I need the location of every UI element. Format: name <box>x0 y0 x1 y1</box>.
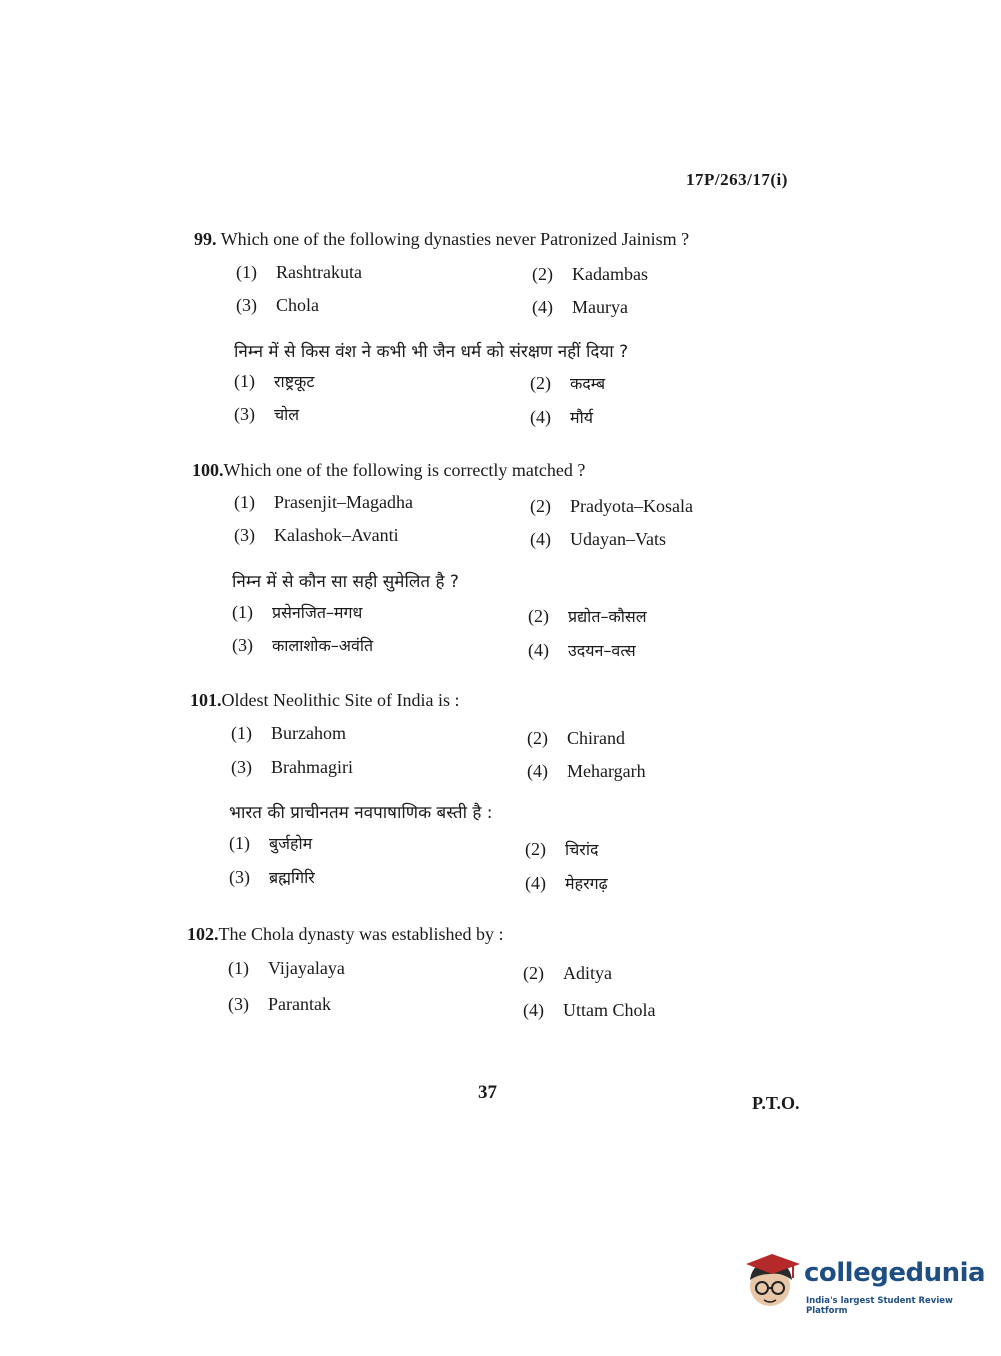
page-number: 37 <box>478 1082 497 1103</box>
option-1-hindi: (1) राष्ट्रकूट <box>234 371 315 391</box>
option-2: (2) Chirand <box>527 728 625 748</box>
option-4: (4) Udayan–Vats <box>530 529 666 549</box>
option-2-hindi: (2) चिरांद <box>525 839 599 859</box>
question-100-english <box>192 460 585 481</box>
option-3: (3) Kalashok–Avanti <box>234 525 399 545</box>
option-3-hindi: (3) चोल <box>234 404 300 424</box>
option-2-hindi: (2) कदम्ब <box>530 373 606 393</box>
question-text: The Chola dynasty was established by : <box>218 924 504 944</box>
question-text: Which one of the following dynasties never Patronized Jainism ? <box>220 229 690 249</box>
option-1-hindi: (1) बुर्जहोम <box>229 833 313 853</box>
option-3-hindi: (3) कालाशोक–अवंति <box>232 635 374 655</box>
question-102-english <box>187 924 503 945</box>
collegedunia-logo <box>742 1250 986 1320</box>
option-1: (1) Prasenjit–Magadha <box>234 492 413 512</box>
question-99-hindi: निम्न में से किस वंश ने कभी भी जैन धर्म को संरक्षण नहीं दिया ? <box>234 342 629 362</box>
question-100-hindi: निम्न में से कौन सा सही सुमेलित है ? <box>232 572 459 592</box>
question-number: 101. <box>190 690 222 710</box>
student-mascot-icon <box>742 1250 804 1312</box>
option-4: (4) Mehargarh <box>527 761 646 781</box>
question-number: 99. <box>194 229 217 249</box>
option-3: (3) Parantak <box>228 994 331 1014</box>
logo-tagline: India's largest Student Review Platform <box>806 1296 953 1316</box>
option-2: (2) Pradyota–Kosala <box>530 496 693 516</box>
question-99-english <box>194 229 689 250</box>
question-text: Oldest Neolithic Site of India is : <box>221 690 460 710</box>
option-1: (1) Vijayalaya <box>228 958 345 978</box>
question-number: 102. <box>187 924 219 944</box>
question-101-hindi: भारत की प्राचीनतम नवपाषाणिक बस्ती है : <box>229 803 493 823</box>
option-4-hindi: (4) मौर्य <box>530 407 593 427</box>
option-3: (3) Chola <box>236 295 319 315</box>
option-3-hindi: (3) ब्रह्मगिरि <box>229 867 315 887</box>
question-text: Which one of the following is correctly matched ? <box>223 460 586 480</box>
option-4: (4) Uttam Chola <box>523 1000 656 1020</box>
option-2: (2) Kadambas <box>532 264 648 284</box>
option-4: (4) Maurya <box>532 297 628 317</box>
option-3: (3) Brahmagiri <box>231 757 353 777</box>
option-2-hindi: (2) प्रद्योत–कौसल <box>528 606 647 626</box>
option-1: (1) Rashtrakuta <box>236 262 362 282</box>
option-4-hindi: (4) मेहरगढ़ <box>525 873 608 893</box>
option-1: (1) Burzahom <box>231 723 346 743</box>
option-4-hindi: (4) उदयन–वत्स <box>528 640 636 660</box>
question-101-english <box>190 690 459 711</box>
paper-code: 17P/263/17(i) <box>686 170 788 189</box>
pto-label: P.T.O. <box>752 1093 800 1113</box>
question-number: 100. <box>192 460 224 480</box>
option-2: (2) Aditya <box>523 963 612 983</box>
option-1-hindi: (1) प्रसेनजित–मगध <box>232 602 363 622</box>
logo-name: collegedunia <box>804 1258 986 1288</box>
